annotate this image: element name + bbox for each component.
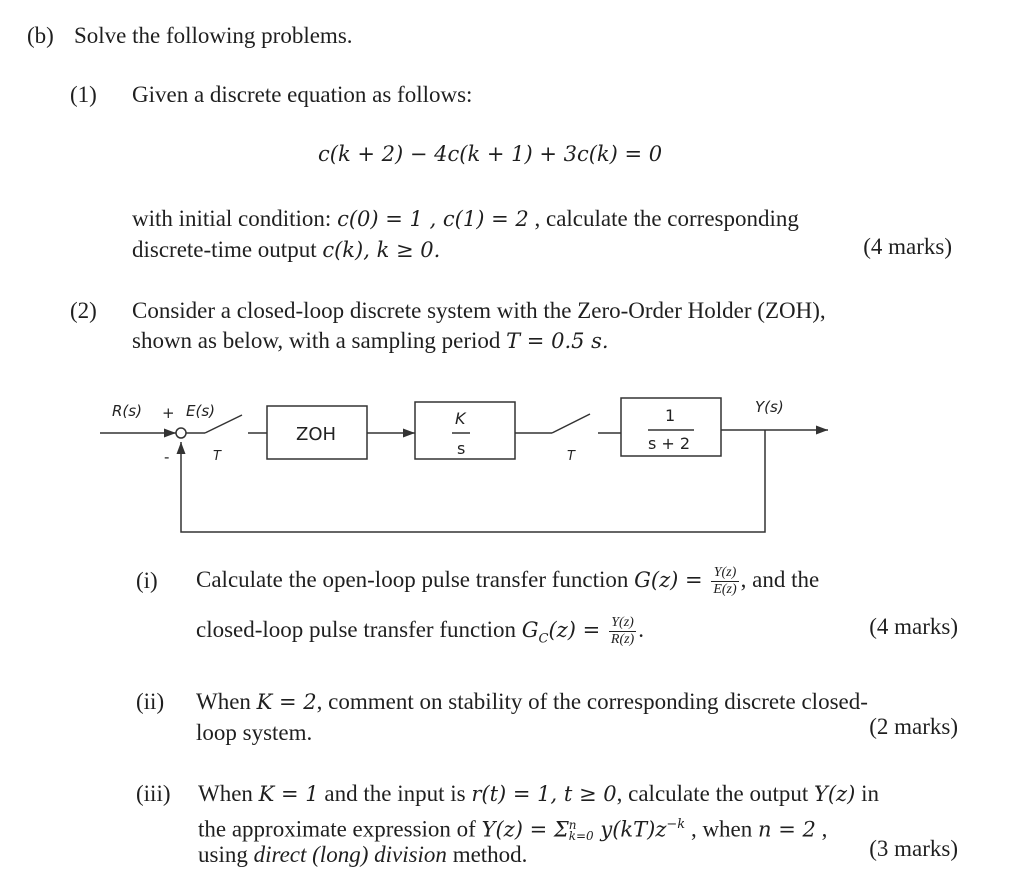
text: Calculate the open-loop pulse transfer function <box>196 567 635 592</box>
problem-2-number: (2) <box>70 298 97 323</box>
fraction-numerator: Y(z) <box>609 615 636 632</box>
difference-equation: c(k + 2) − 4c(k + 1) + 3c(k) = 0 <box>318 142 663 166</box>
fraction-numerator: Y(z) <box>711 565 738 582</box>
text: closed-loop pulse transfer function <box>196 617 522 642</box>
sub-iii-line1 <box>198 780 879 808</box>
input-label: R(s) <box>112 402 142 420</box>
initial-conditions: c(0) = 1 , c(1) = 2 <box>337 207 529 231</box>
sampler-2-switch <box>552 414 590 433</box>
sub-i-marks: (4 marks) <box>869 614 958 639</box>
plant-numerator: 1 <box>665 406 676 425</box>
sampler-1-label: T <box>213 449 221 464</box>
closed-loop-tf-arg: (z) = <box>548 618 607 642</box>
input-signal: r(t) = 1, t ≥ 0 <box>471 782 617 806</box>
open-loop-fraction <box>711 565 738 598</box>
text: . <box>638 617 644 642</box>
closed-loop-fraction <box>609 615 636 648</box>
sub-iii-line2 <box>198 811 827 844</box>
text: When <box>198 781 259 806</box>
part-label: (b) <box>27 23 54 48</box>
sub-i-line2 <box>196 610 644 660</box>
text: , and the <box>740 567 820 592</box>
problem-1-marks: (4 marks) <box>863 234 952 259</box>
problem-1-number: (1) <box>70 82 97 107</box>
text: , calculate the corresponding <box>528 206 799 231</box>
text: method. <box>446 842 528 867</box>
gain-value: K = 1 <box>258 782 319 806</box>
ks-numerator: K <box>455 409 466 428</box>
exponent: −k <box>666 817 686 832</box>
text: and the input is <box>318 781 472 806</box>
output-label: Y(s) <box>755 398 784 416</box>
sub-ii-number: (ii) <box>136 689 165 714</box>
sampler-2-label: T <box>567 449 575 464</box>
summing-junction <box>176 428 186 438</box>
problem-1-intro: Given a discrete equation as follows: <box>132 82 473 107</box>
error-label: E(s) <box>186 402 215 420</box>
text: the approximate expression of <box>198 816 482 842</box>
text: , calculate the output <box>616 781 814 806</box>
problem-2-line1: Consider a closed-loop discrete system with the Zero-Order Holder (ZOH), <box>132 298 826 323</box>
text: with initial condition: <box>132 206 338 231</box>
minus-sign: - <box>164 448 170 466</box>
text: When <box>196 689 257 714</box>
series-term: y(kT)z <box>593 817 667 842</box>
text: using <box>198 842 254 867</box>
output-expression: c(k), k ≥ 0. <box>322 238 441 262</box>
method-name: direct (long) division <box>253 842 447 867</box>
sum-upper: n <box>568 818 577 833</box>
sum-limits <box>569 820 594 842</box>
plus-sign: + <box>162 404 175 422</box>
sub-ii-marks: (2 marks) <box>869 714 958 739</box>
fraction-denominator: R(z) <box>610 632 635 648</box>
open-loop-tf: G(z) = <box>634 568 710 592</box>
sub-iii-line3 <box>198 841 527 869</box>
sub-i-line1 <box>196 560 819 600</box>
gain-value: K = 2 <box>256 690 317 714</box>
n-value: n = 2 <box>758 817 816 842</box>
subscript: C <box>538 631 549 647</box>
ks-denominator: s <box>457 439 466 458</box>
sub-i-number: (i) <box>136 568 158 593</box>
output-symbol: Y(z) <box>813 782 856 806</box>
closed-loop-tf: G <box>521 618 539 642</box>
part-title: Solve the following problems. <box>74 23 353 48</box>
sum-lower: k=0 <box>568 829 594 844</box>
text: discrete-time output <box>132 237 323 262</box>
zoh-label: ZOH <box>296 424 337 445</box>
sub-ii-line2: loop system. <box>196 720 313 745</box>
text: , comment on stability of the corresponding discrete closed- <box>316 689 868 714</box>
fraction-denominator: E(z) <box>713 582 737 598</box>
text: , when <box>685 816 759 842</box>
text: in <box>855 781 879 806</box>
sub-iii-marks: (3 marks) <box>869 836 958 861</box>
sampling-period: T = 0.5 s. <box>506 329 609 353</box>
plant-denominator: s + 2 <box>648 434 691 453</box>
sub-iii-number: (iii) <box>136 781 171 806</box>
text: shown as below, with a sampling period <box>132 328 507 353</box>
text: , <box>815 816 828 842</box>
sub-ii-line1 <box>196 688 868 716</box>
series-expression: Y(z) = Σ <box>481 817 569 842</box>
